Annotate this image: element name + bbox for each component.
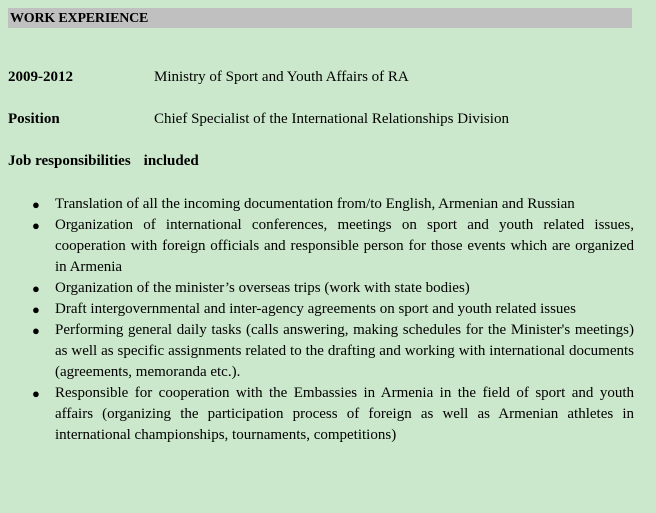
period-label: 2009-2012 (8, 69, 73, 85)
bullet-icon: ● (32, 323, 40, 338)
list-item-text: Responsible for cooperation with the Embassies in Armenia in the field of sport and youth affairs (organizing the participation process of foreign as well as Armenian athletes in international championships, tournaments, competitions) (55, 385, 634, 443)
responsibilities-value: included (143, 153, 199, 169)
list-item (8, 299, 634, 320)
list-item (8, 278, 634, 299)
bullet-icon: ● (32, 218, 40, 233)
list-item-text: Draft intergovernmental and inter-agency agreements on sport and youth related issues (55, 301, 576, 317)
bullet-icon: ● (32, 281, 40, 296)
list-item (8, 320, 634, 383)
list-item-text: Organization of international conferences, meetings on sport and youth related issues, cooperation with foreign officials and responsible person for those events which are organized in Armenia (55, 217, 634, 275)
list-item-text: Performing general daily tasks (calls answering, making schedules for the Minister's meetings) as well as specific assignments related to the drafting and working with international documents (agreements, memoranda etc.). (55, 322, 634, 380)
list-item (8, 215, 634, 278)
section-title: WORK EXPERIENCE (10, 11, 149, 26)
position-label: Position (8, 111, 60, 127)
responsibilities-list (8, 194, 634, 446)
responsibilities-label: Job responsibilities (8, 153, 131, 169)
bullet-icon: ● (32, 302, 40, 317)
bullet-icon: ● (32, 197, 40, 212)
position-value: Chief Specialist of the International Relationships Division (154, 111, 509, 127)
list-item-text: Organization of the minister’s overseas trips (work with state bodies) (55, 280, 470, 296)
list-item-text: Translation of all the incoming documentation from/to English, Armenian and Russian (55, 196, 575, 212)
period-row (8, 68, 409, 86)
bullet-icon: ● (32, 386, 40, 401)
responsibilities-row (8, 152, 199, 170)
list-item (8, 383, 634, 446)
list-item (8, 194, 634, 215)
employer-value: Ministry of Sport and Youth Affairs of RA (154, 69, 409, 85)
position-row (8, 110, 509, 128)
